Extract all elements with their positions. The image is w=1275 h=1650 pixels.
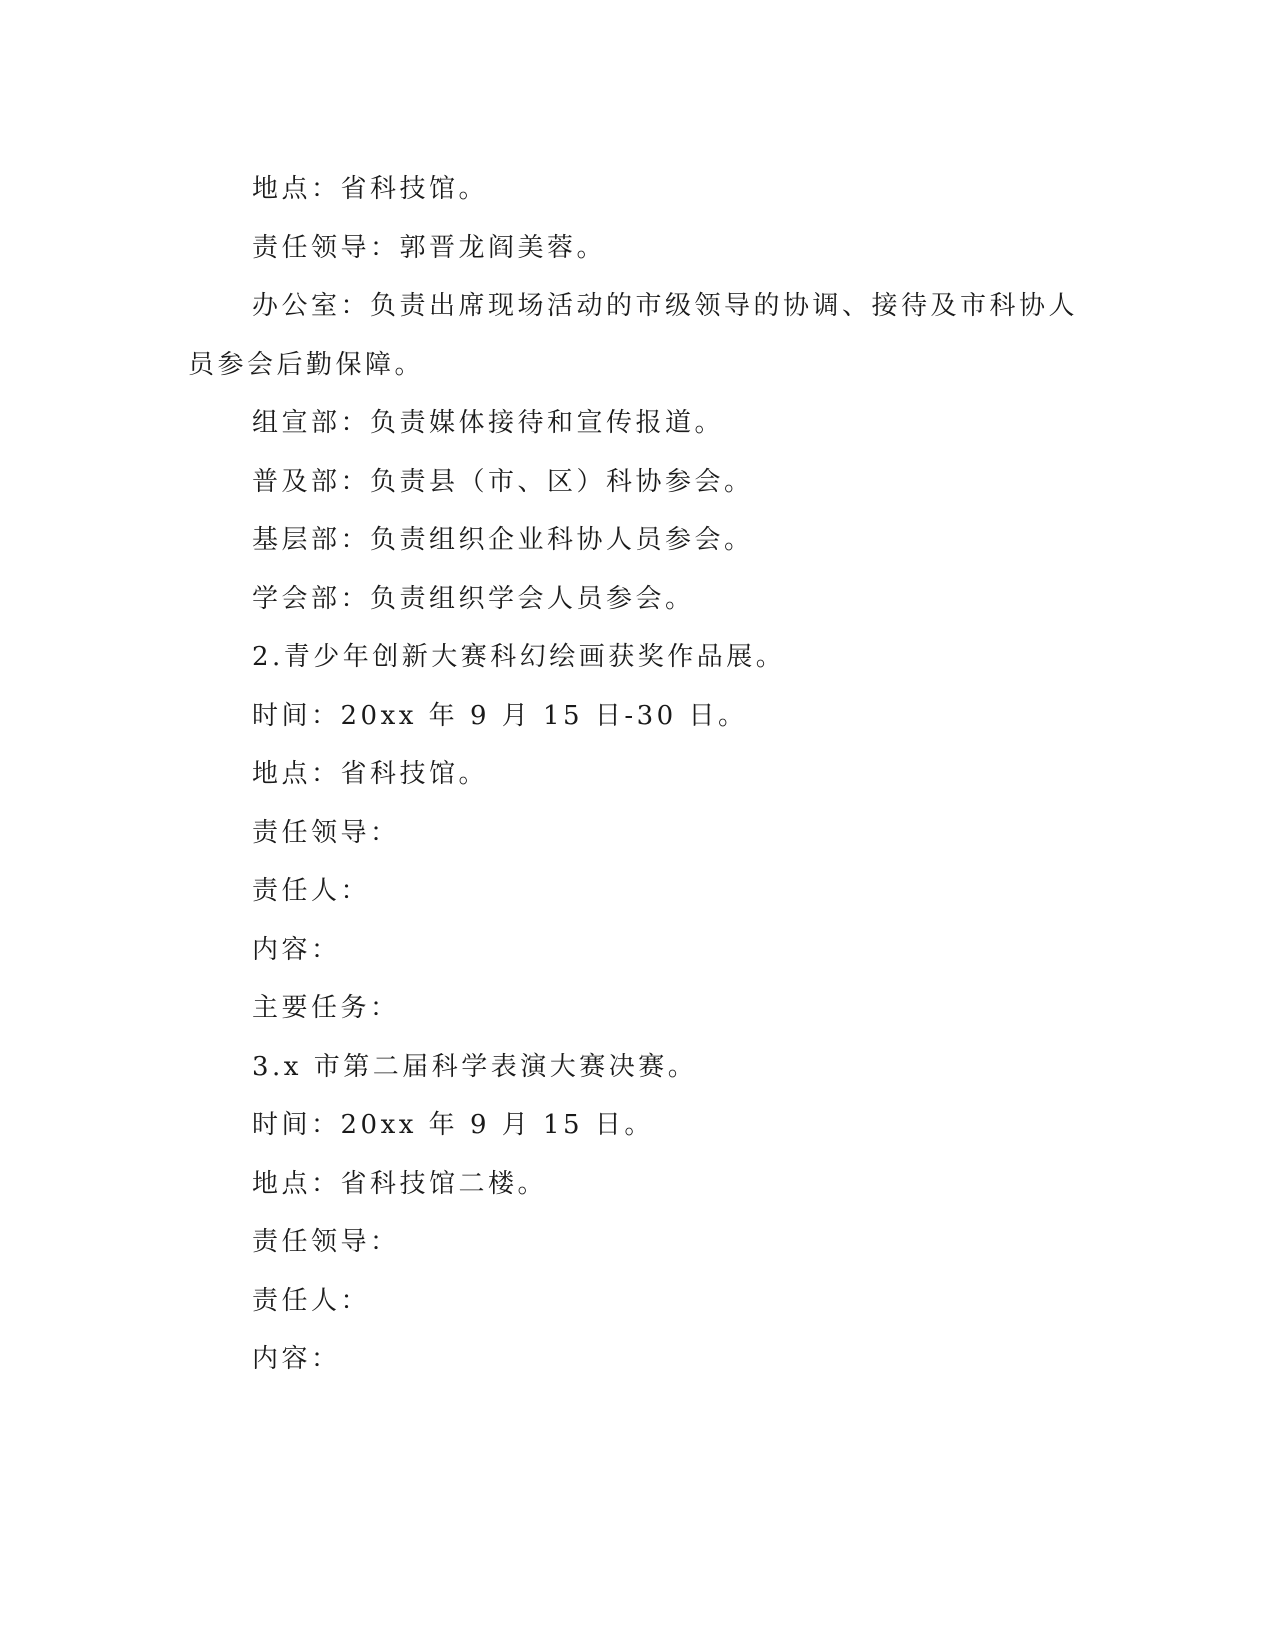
paragraph-line: 责任领导： [252,817,400,848]
paragraph-line: 内容： [252,934,341,965]
paragraph-line: 员参会后勤保障。 [188,349,425,380]
paragraph-line: 主要任务： [252,993,400,1023]
paragraph-line: 办公室：负责出席现场活动的市级领导的协调、接待及市科协人 [252,291,1079,321]
paragraph-line: 时间：20xx 年 9 月 15 日。 [252,1110,654,1140]
section-heading: 3.x 市第二届科学表演大赛决赛。 [252,1051,698,1082]
paragraph-line: 基层部：负责组织企业科协人员参会。 [252,525,754,555]
paragraph-line: 责任人： [252,876,371,906]
section-heading: 2.青少年创新大赛科幻绘画获奖作品展。 [252,642,786,672]
paragraph-line: 地点：省科技馆二楼。 [252,1168,548,1199]
paragraph-line: 责任人： [252,1285,371,1316]
paragraph-line: 地点：省科技馆。 [252,759,489,789]
paragraph-line: 内容： [252,1344,341,1374]
paragraph-line: 时间：20xx 年 9 月 15 日-30 日。 [252,700,748,731]
paragraph-line: 学会部：负责组织学会人员参会。 [252,583,695,614]
paragraph-line: 责任领导：郭晋龙阎美蓉。 [252,232,607,263]
paragraph-line: 组宣部：负责媒体接待和宣传报道。 [252,408,725,438]
document-body [188,160,1079,1389]
paragraph-line: 责任领导： [252,1227,400,1257]
paragraph-line: 普及部：负责县（市、区）科协参会。 [252,466,754,497]
paragraph-line: 地点：省科技馆。 [252,174,489,204]
